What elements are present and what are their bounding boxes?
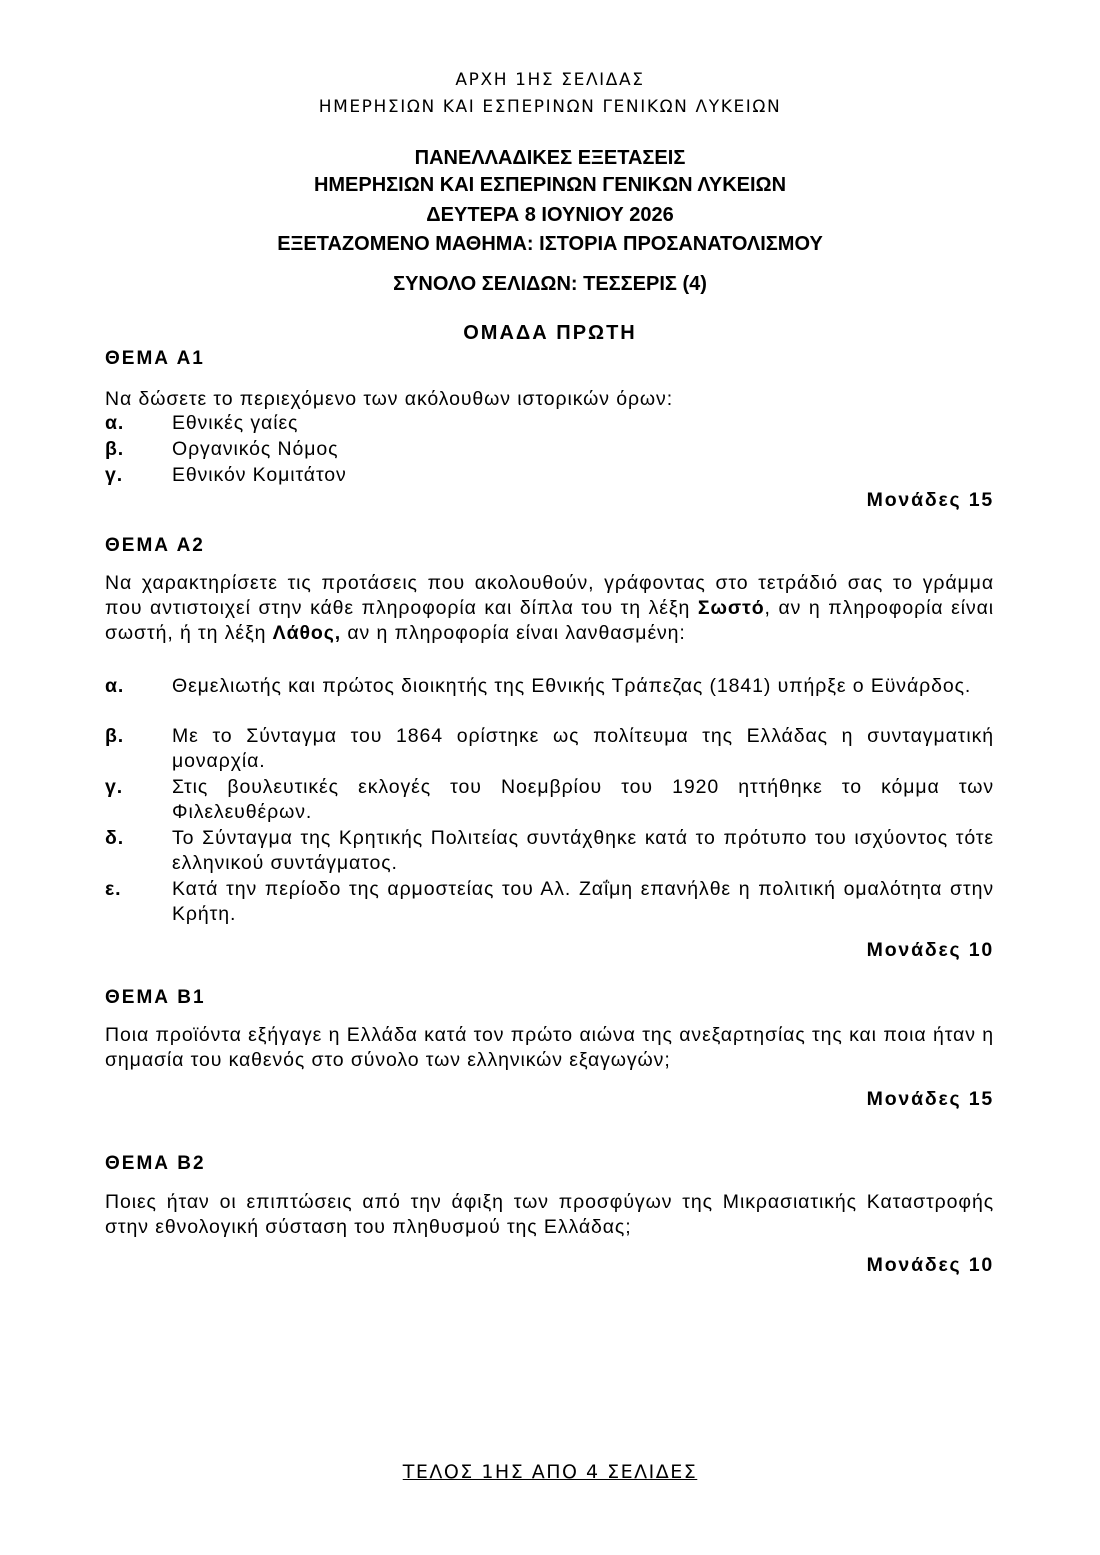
item-text: Εθνικόν Κομιτάτον <box>172 464 347 486</box>
word-wrong: Λάθος, <box>272 622 342 644</box>
page-count: ΣΥΝΟΛΟ ΣΕΛΙΔΩΝ: ΤΕΣΣΕΡΙΣ (4) <box>393 273 707 295</box>
topic-b1-heading: ΘΕΜΑ Β1 <box>105 987 206 1008</box>
item-label: γ. <box>105 776 124 798</box>
item-label: γ. <box>105 464 124 486</box>
item-text: Οργανικός Νόμος <box>172 438 339 460</box>
school-type-title: ΗΜΕΡΗΣΙΩΝ ΚΑΙ ΕΣΠΕΡΙΝΩΝ ΓΕΝΙΚΩΝ ΛΥΚΕΙΩΝ <box>313 174 787 196</box>
list-item <box>105 724 994 774</box>
list-item <box>105 674 994 724</box>
list-item <box>105 877 994 927</box>
topic-a1-prompt: Να δώσετε το περιεχόμενο των ακόλουθων ιστορικών όρων: <box>105 388 674 410</box>
topic-b2-marks: Μονάδες 10 <box>866 1254 994 1276</box>
item-text: Θεμελιωτής και πρώτος διοικητής της Εθνικής Τράπεζας (1841) υπήρξε ο Εϋνάρδος. <box>172 675 972 697</box>
word-correct: Σωστό <box>697 597 765 619</box>
topic-b1-prompt: Ποια προϊόντα εξήγαγε η Ελλάδα κατά τον πρώτο αιώνα της ανεξαρτησίας της και ποια ήταν η σημασία του καθενός στο σύνολο των ελληνικών εξαγωγών; <box>105 1024 994 1071</box>
item-label: β. <box>105 725 125 747</box>
group-title: ΟΜΑΔΑ ΠΡΩΤΗ <box>463 322 637 344</box>
topic-a2-marks: Μονάδες 10 <box>866 939 994 961</box>
list-item <box>105 826 994 876</box>
item-text: Με το Σύνταγμα του 1864 ορίστηκε ως πολίτευμα της Ελλάδας η συνταγματική μοναρχία. <box>172 725 994 772</box>
topic-b1-marks: Μονάδες 15 <box>866 1088 994 1110</box>
item-text: Το Σύνταγμα της Κρητικής Πολιτείας συντάχθηκε κατά το πρότυπο του ισχύοντος τότε ελληνικού συντάγματος. <box>172 827 994 874</box>
page-end-footer: ΤΕΛΟΣ 1ΗΣ ΑΠΟ 4 ΣΕΛΙΔΕΣ <box>402 1461 698 1483</box>
page-start-header: ΑΡΧΗ 1ΗΣ ΣΕΛΙΔΑΣ <box>455 70 645 90</box>
topic-b2-heading: ΘΕΜΑ Β2 <box>105 1153 206 1174</box>
topic-b2-prompt: Ποιες ήταν οι επιπτώσεις από την άφιξη των προσφύγων της Μικρασιατικής Καταστροφής στην εθνολογική σύσταση του πληθυσμού της Ελλάδας; <box>105 1191 994 1238</box>
item-label: α. <box>105 675 125 697</box>
school-type-header: ΗΜΕΡΗΣΙΩΝ ΚΑΙ ΕΣΠΕΡΙΝΩΝ ΓΕΝΙΚΩΝ ΛΥΚΕΙΩΝ <box>318 97 782 117</box>
item-label: α. <box>105 412 125 434</box>
item-label: δ. <box>105 827 125 849</box>
exam-date: ΔΕΥΤΕΡΑ 8 ΙΟΥΝΙΟΥ 2026 <box>426 204 674 226</box>
exam-title: ΠΑΝΕΛΛΑΔΙΚΕΣ ΕΞΕΤΑΣΕΙΣ <box>414 147 686 169</box>
topic-a1-marks: Μονάδες 15 <box>866 489 994 511</box>
item-text: Στις βουλευτικές εκλογές του Νοεμβρίου του 1920 ηττήθηκε το κόμμα των Φιλελευθέρων. <box>172 776 994 823</box>
item-text: Κατά την περίοδο της αρμοστείας του Αλ. Ζαΐμη επανήλθε η πολιτική ομαλότητα στην Κρήτη. <box>172 878 994 925</box>
topic-a2-prompt: Να χαρακτηρίσετε τις προτάσεις που ακολουθούν, γράφοντας στο τετράδιό σας το γράμμα που αντιστοιχεί στην κάθε πληροφορία και δίπλα του τη λέξη Σωστό, αν η πληροφορία είναι σωστή, ή τη λέξη Λάθος, αν η πληροφορία είναι λανθασμένη: <box>105 572 994 644</box>
item-label: β. <box>105 438 125 460</box>
topic-a1-heading: ΘΕΜΑ Α1 <box>105 348 205 369</box>
list-item <box>105 775 994 825</box>
item-text: Εθνικές γαίες <box>172 412 299 434</box>
exam-subject: ΕΞΕΤΑΖΟΜΕΝΟ ΜΑΘΗΜΑ: ΙΣΤΟΡΙΑ ΠΡΟΣΑΝΑΤΟΛΙΣΜΟΥ <box>277 233 823 255</box>
topic-a2-heading: ΘΕΜΑ Α2 <box>105 535 205 556</box>
item-label: ε. <box>105 878 122 900</box>
